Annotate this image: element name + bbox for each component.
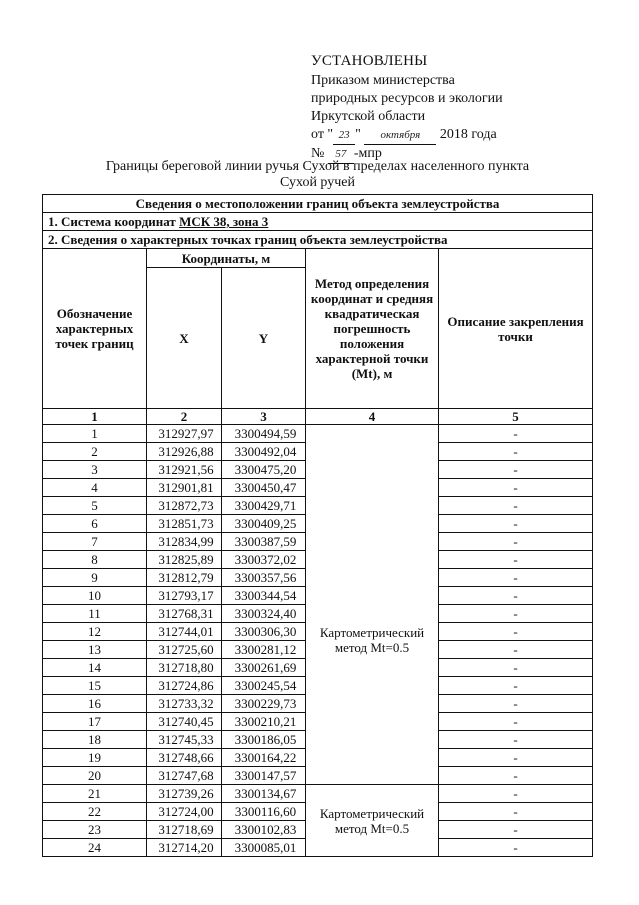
point-description: -	[439, 587, 593, 605]
point-description: -	[439, 641, 593, 659]
coord-x: 312927,97	[147, 425, 222, 443]
col-num-3: 3	[222, 409, 306, 425]
coord-y: 3300409,25	[222, 515, 306, 533]
point-number: 2	[43, 443, 147, 461]
table-row	[43, 785, 593, 803]
coord-y: 3300281,12	[222, 641, 306, 659]
point-number: 15	[43, 677, 147, 695]
point-description: -	[439, 551, 593, 569]
point-number: 10	[43, 587, 147, 605]
method-line-2: метод Mt=0.5	[334, 639, 410, 655]
coord-x: 312793,17	[147, 587, 222, 605]
coord-y: 3300261,69	[222, 659, 306, 677]
coord-x: 312714,20	[147, 839, 222, 857]
date-month-handwritten: октября	[364, 126, 436, 145]
point-number: 9	[43, 569, 147, 587]
section1-value: МСК 38, зона 3	[179, 214, 269, 229]
coord-x: 312745,33	[147, 731, 222, 749]
coord-x: 312739,26	[147, 785, 222, 803]
point-number: 11	[43, 605, 147, 623]
coord-y: 3300357,56	[222, 569, 306, 587]
coord-y: 3300344,54	[222, 587, 306, 605]
coord-y: 3300450,47	[222, 479, 306, 497]
coord-x: 312872,73	[147, 497, 222, 515]
point-number: 21	[43, 785, 147, 803]
coord-x: 312901,81	[147, 479, 222, 497]
point-number: 3	[43, 461, 147, 479]
coord-y: 3300475,20	[222, 461, 306, 479]
point-number: 16	[43, 695, 147, 713]
point-number: 13	[43, 641, 147, 659]
coord-x: 312724,00	[147, 803, 222, 821]
point-description: -	[439, 767, 593, 785]
col-y-header: Y	[222, 268, 306, 409]
point-description: -	[439, 713, 593, 731]
point-description: -	[439, 695, 593, 713]
date-quote: "	[355, 127, 361, 142]
method-line-2: метод Mt=0.5	[334, 820, 410, 836]
point-number: 8	[43, 551, 147, 569]
coord-y: 3300372,02	[222, 551, 306, 569]
coord-x: 312747,68	[147, 767, 222, 785]
approval-heading: УСТАНОВЛЕНЫ	[311, 53, 428, 69]
point-number: 4	[43, 479, 147, 497]
col-num-2: 2	[147, 409, 222, 425]
method-cell	[306, 785, 439, 857]
point-number: 19	[43, 749, 147, 767]
method-cell	[306, 425, 439, 785]
coordinates-table	[42, 194, 593, 857]
point-number: 17	[43, 713, 147, 731]
coord-x: 312812,79	[147, 569, 222, 587]
coord-x: 312733,32	[147, 695, 222, 713]
point-description: -	[439, 821, 593, 839]
point-description: -	[439, 749, 593, 767]
coord-x: 312748,66	[147, 749, 222, 767]
section1-prefix: 1. Система координат	[48, 214, 180, 229]
page-title	[40, 159, 595, 191]
coord-x: 312740,45	[147, 713, 222, 731]
number-handwritten: 57	[328, 145, 354, 164]
col-num-1: 1	[43, 409, 147, 425]
approval-line-1: Приказом министерства	[311, 73, 455, 88]
point-description: -	[439, 785, 593, 803]
section-header: Сведения о местоположении границ объекта землеустройства	[43, 195, 593, 213]
coord-x: 312718,69	[147, 821, 222, 839]
date-prefix: от "	[311, 127, 334, 142]
point-description: -	[439, 479, 593, 497]
coord-y: 3300492,04	[222, 443, 306, 461]
coord-y: 3300306,30	[222, 623, 306, 641]
point-number: 12	[43, 623, 147, 641]
title-line-2: Сухой ручей	[279, 175, 355, 190]
approval-line-2: природных ресурсов и экологии	[311, 91, 503, 106]
point-description: -	[439, 803, 593, 821]
coord-x: 312834,99	[147, 533, 222, 551]
point-description: -	[439, 461, 593, 479]
date-day-handwritten: 23	[333, 126, 355, 145]
method-line-1: Картометрический	[319, 805, 425, 821]
point-number: 1	[43, 425, 147, 443]
col-method-header: Метод определения координат и средняя квадратическая погрешность положения характерной точки (Mt), м	[306, 249, 439, 409]
coord-y: 3300102,83	[222, 821, 306, 839]
date-year: 2018 года	[439, 127, 497, 142]
section-characteristic-points: 2. Сведения о характерных точках границ объекта землеустройства	[43, 231, 593, 249]
approval-block	[311, 52, 611, 164]
point-number: 22	[43, 803, 147, 821]
number-prefix: №	[311, 146, 325, 161]
coord-y: 3300229,73	[222, 695, 306, 713]
point-number: 6	[43, 515, 147, 533]
coord-y: 3300387,59	[222, 533, 306, 551]
col-num-4: 4	[306, 409, 439, 425]
coord-y: 3300134,67	[222, 785, 306, 803]
coord-y: 3300164,22	[222, 749, 306, 767]
col-desc-header: Описание закрепления точки	[439, 249, 593, 409]
col-coords-header: Координаты, м	[147, 249, 306, 268]
coord-x: 312921,56	[147, 461, 222, 479]
coord-x: 312851,73	[147, 515, 222, 533]
point-description: -	[439, 497, 593, 515]
section-coordinate-system	[43, 213, 593, 231]
col-point-header: Обозначение характерных точек границ	[43, 249, 147, 409]
coord-y: 3300186,05	[222, 731, 306, 749]
point-number: 5	[43, 497, 147, 515]
point-number: 23	[43, 821, 147, 839]
point-description: -	[439, 605, 593, 623]
coord-x: 312724,86	[147, 677, 222, 695]
approval-line-3: Иркутской области	[311, 109, 426, 124]
coord-x: 312926,88	[147, 443, 222, 461]
point-description: -	[439, 731, 593, 749]
coord-y: 3300085,01	[222, 839, 306, 857]
col-num-5: 5	[439, 409, 593, 425]
point-number: 14	[43, 659, 147, 677]
coord-y: 3300494,59	[222, 425, 306, 443]
point-description: -	[439, 623, 593, 641]
coord-y: 3300245,54	[222, 677, 306, 695]
coord-y: 3300210,21	[222, 713, 306, 731]
point-description: -	[439, 443, 593, 461]
point-number: 18	[43, 731, 147, 749]
point-description: -	[439, 677, 593, 695]
point-description: -	[439, 659, 593, 677]
point-number: 7	[43, 533, 147, 551]
number-suffix: -мпр	[353, 146, 382, 161]
coord-x: 312825,89	[147, 551, 222, 569]
coord-y: 3300324,40	[222, 605, 306, 623]
col-x-header: X	[147, 268, 222, 409]
coord-x: 312725,60	[147, 641, 222, 659]
coord-x: 312768,31	[147, 605, 222, 623]
table-row	[43, 425, 593, 443]
point-description: -	[439, 533, 593, 551]
point-description: -	[439, 425, 593, 443]
title-line-1: Границы береговой линии ручья Сухой в пределах населенного пункта	[105, 159, 530, 174]
coord-x: 312718,80	[147, 659, 222, 677]
coord-x: 312744,01	[147, 623, 222, 641]
approval-date	[311, 126, 611, 145]
point-description: -	[439, 839, 593, 857]
point-number: 20	[43, 767, 147, 785]
method-line-1: Картометрический	[319, 624, 425, 640]
coord-y: 3300116,60	[222, 803, 306, 821]
point-description: -	[439, 569, 593, 587]
coord-y: 3300429,71	[222, 497, 306, 515]
point-description: -	[439, 515, 593, 533]
coord-y: 3300147,57	[222, 767, 306, 785]
point-number: 24	[43, 839, 147, 857]
